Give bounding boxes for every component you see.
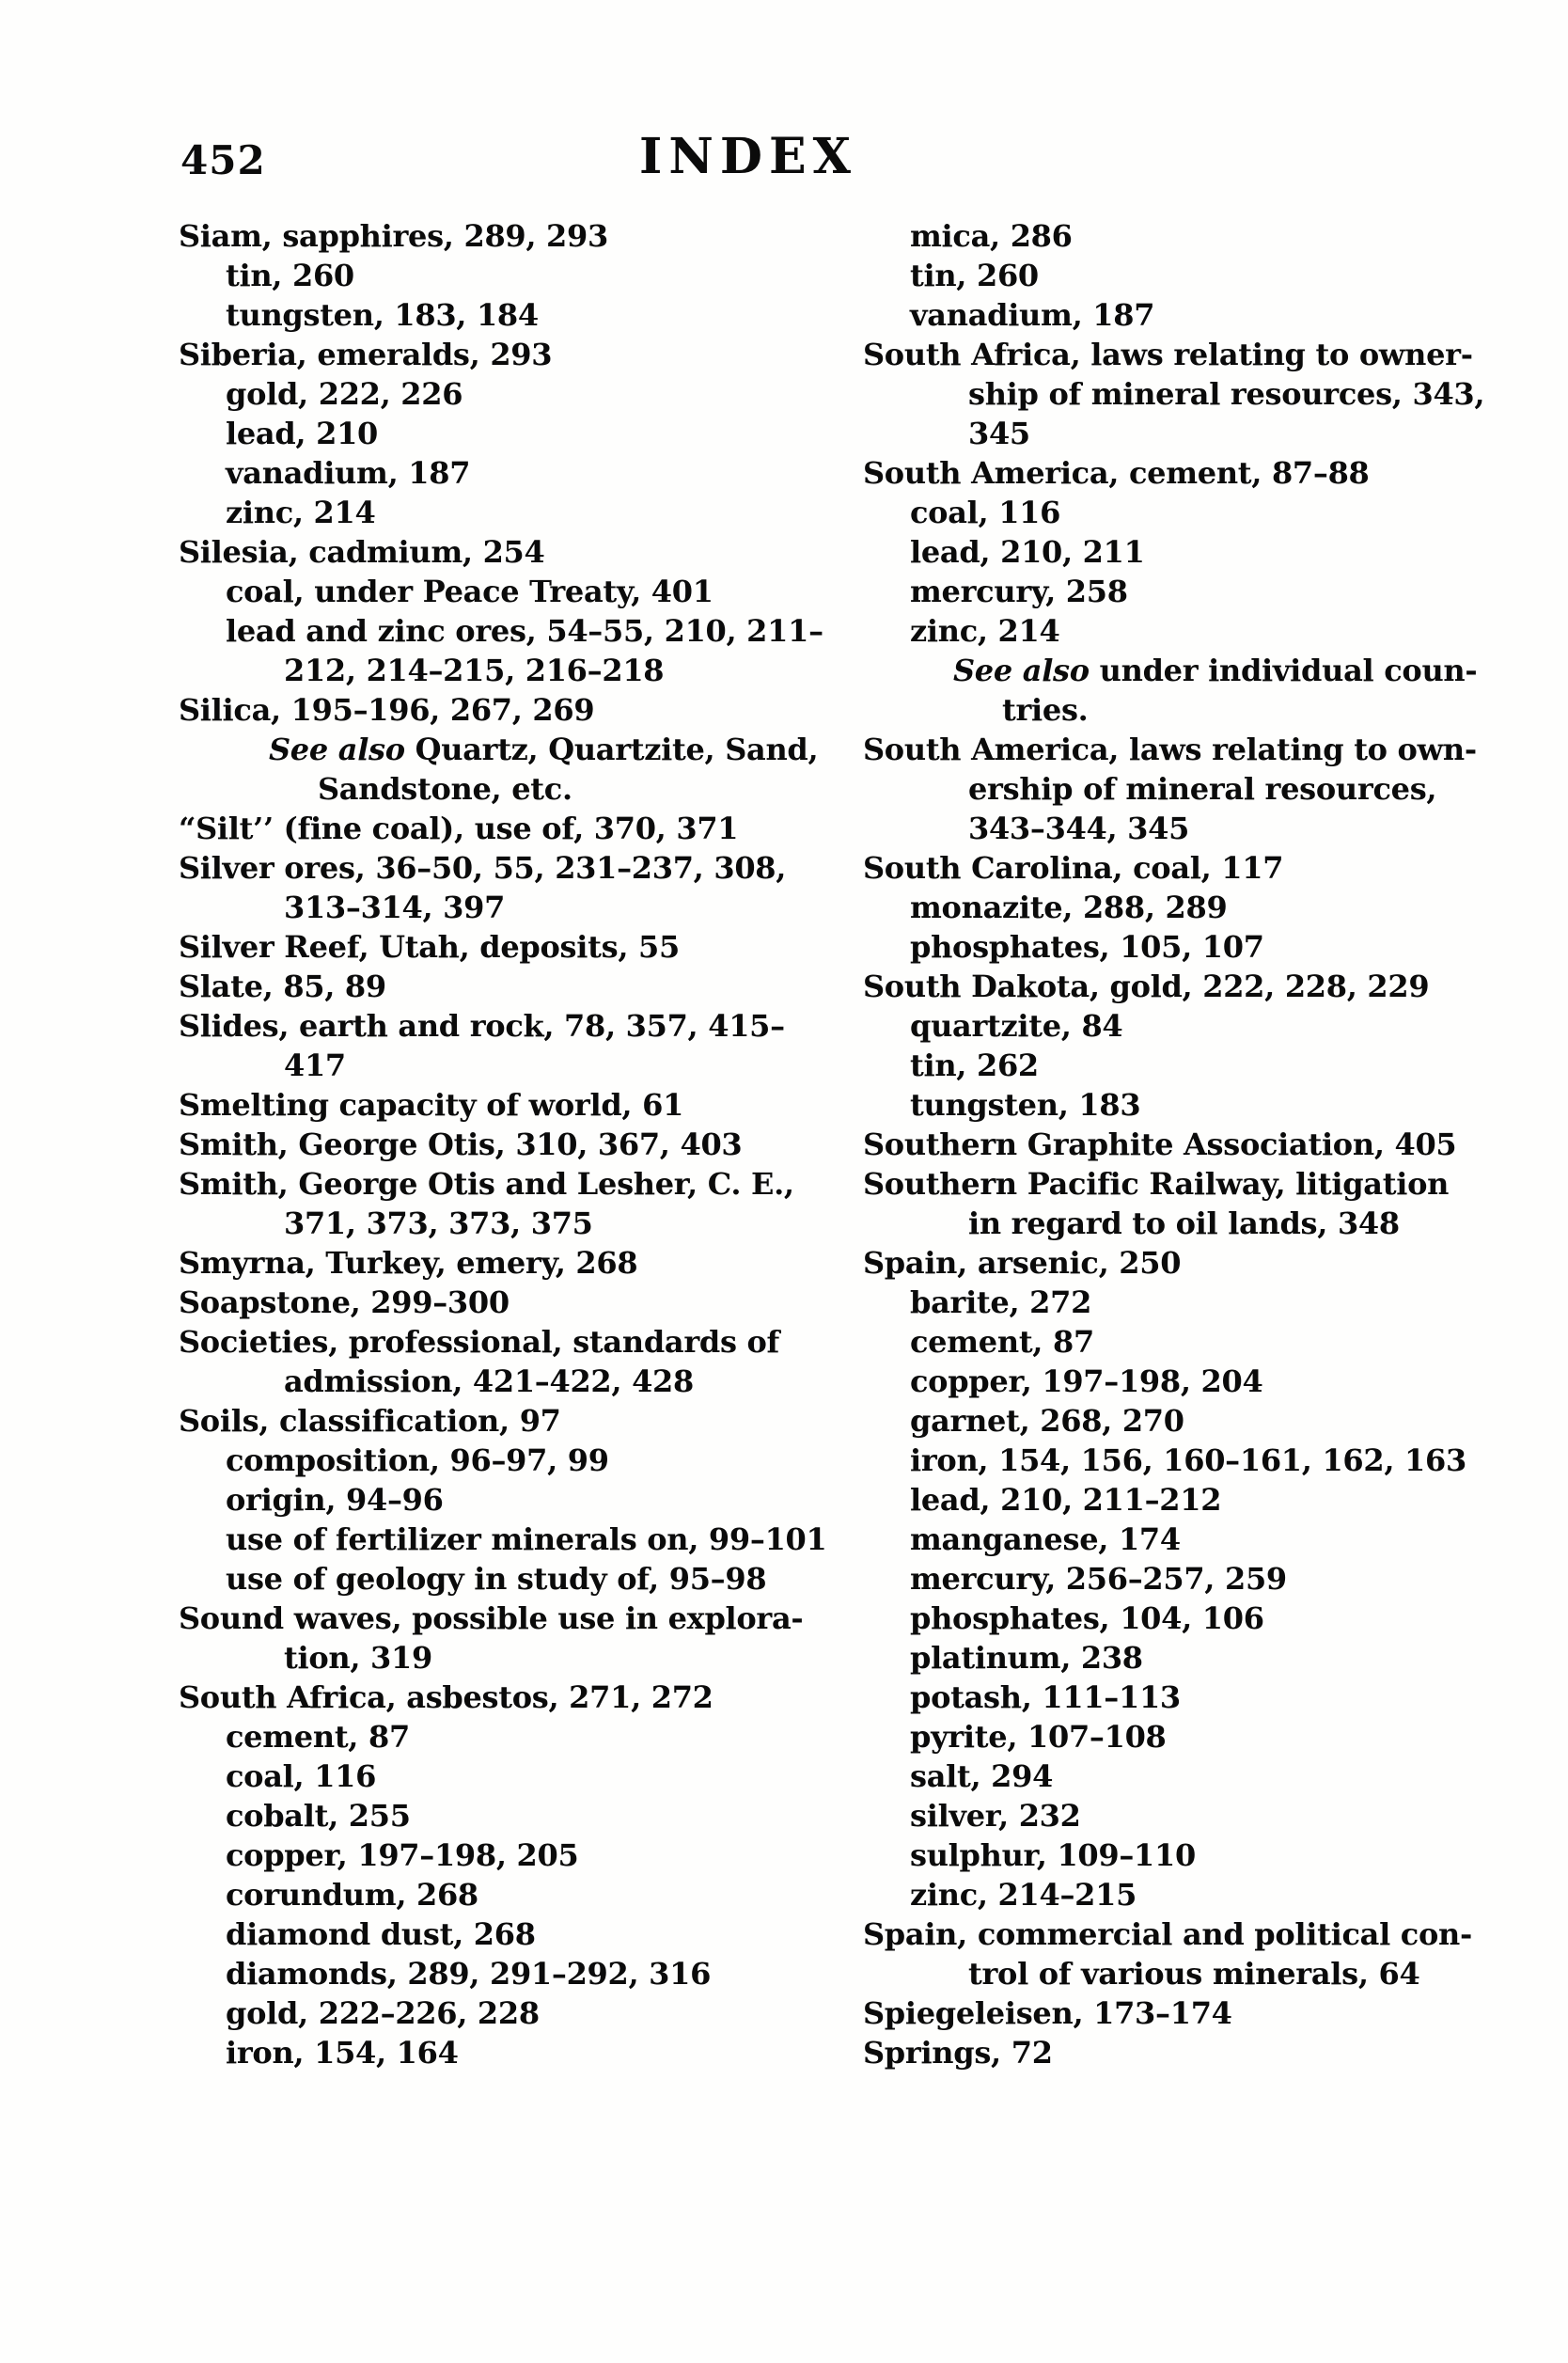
index-line: origin, 94–96 <box>226 1482 444 1518</box>
index-line: vanadium, 187 <box>226 455 471 491</box>
index-line: ship of mineral resources, 343, <box>968 376 1485 412</box>
index-line: copper, 197–198, 205 <box>226 1837 579 1873</box>
index-column-right <box>863 216 1485 2072</box>
index-line: 212, 214–215, 216–218 <box>284 653 665 688</box>
index-line: use of fertilizer minerals on, 99–101 <box>226 1521 827 1557</box>
index-line: potash, 111–113 <box>910 1679 1181 1715</box>
index-line: See also under individual coun- <box>953 653 1478 688</box>
index-line: ership of mineral resources, <box>968 771 1437 807</box>
index-line: South America, laws relating to own- <box>863 732 1477 767</box>
index-line: Smith, George Otis and Lesher, C. E., <box>179 1166 794 1202</box>
index-line: salt, 294 <box>910 1758 1054 1794</box>
index-line: zinc, 214 <box>910 613 1060 649</box>
index-line: Spain, arsenic, 250 <box>863 1245 1182 1281</box>
index-line: 417 <box>284 1048 346 1083</box>
index-line: coal, 116 <box>226 1758 377 1794</box>
index-line: Soils, classification, 97 <box>179 1403 561 1439</box>
index-line: 343–344, 345 <box>968 811 1190 846</box>
index-line: iron, 154, 156, 160–161, 162, 163 <box>910 1442 1466 1478</box>
index-line: in regard to oil lands, 348 <box>968 1205 1400 1241</box>
index-line: zinc, 214 <box>226 495 376 530</box>
index-line: Silesia, cadmium, 254 <box>179 534 545 570</box>
index-line: See also Quartz, Quartzite, Sand, <box>269 732 819 767</box>
index-line: mercury, 256–257, 259 <box>910 1561 1287 1597</box>
index-line: lead, 210, 211 <box>910 534 1145 570</box>
index-line: 313–314, 397 <box>284 890 506 925</box>
index-line: corundum, 268 <box>226 1877 478 1913</box>
index-line: mica, 286 <box>910 218 1073 254</box>
index-line: Siberia, emeralds, 293 <box>179 337 553 372</box>
index-line: tion, 319 <box>284 1640 432 1676</box>
index-line: composition, 96–97, 99 <box>226 1442 609 1478</box>
index-line: cement, 87 <box>226 1719 410 1755</box>
index-line: gold, 222–226, 228 <box>226 1995 540 2031</box>
index-line: coal, under Peace Treaty, 401 <box>226 574 713 609</box>
index-line: Silica, 195–196, 267, 269 <box>179 692 595 728</box>
index-line: Smelting capacity of world, 61 <box>179 1087 684 1123</box>
index-line: Springs, 72 <box>863 2035 1053 2071</box>
index-line: lead and zinc ores, 54–55, 210, 211– <box>226 613 823 649</box>
page-header <box>179 0 1318 188</box>
index-line: Silver ores, 36–50, 55, 231–237, 308, <box>179 850 787 886</box>
index-line: phosphates, 105, 107 <box>910 929 1264 965</box>
index-line: vanadium, 187 <box>910 297 1155 333</box>
index-line: tries. <box>1002 692 1089 728</box>
index-line: tungsten, 183 <box>910 1087 1141 1123</box>
index-line: gold, 222, 226 <box>226 376 463 412</box>
page-title: INDEX <box>639 128 857 185</box>
index-line: admission, 421–422, 428 <box>284 1363 694 1399</box>
index-line: Southern Graphite Association, 405 <box>863 1126 1457 1162</box>
index-line: South Africa, asbestos, 271, 272 <box>179 1679 713 1715</box>
index-line: “Silt’’ (fine coal), use of, 370, 371 <box>179 811 739 846</box>
index-line: tin, 260 <box>910 258 1039 293</box>
index-line: lead, 210 <box>226 416 379 451</box>
index-line: Smith, George Otis, 310, 367, 403 <box>179 1126 743 1162</box>
index-line: Slate, 85, 89 <box>179 969 386 1004</box>
index-line: trol of various minerals, 64 <box>968 1956 1420 1992</box>
index-line: phosphates, 104, 106 <box>910 1600 1264 1636</box>
index-line: Spiegeleisen, 173–174 <box>863 1995 1232 2031</box>
see-also-label: See also <box>953 653 1090 688</box>
index-line: Smyrna, Turkey, emery, 268 <box>179 1245 638 1281</box>
index-line: cobalt, 255 <box>226 1798 411 1834</box>
index-line: lead, 210, 211–212 <box>910 1482 1222 1518</box>
index-line: diamonds, 289, 291–292, 316 <box>226 1956 712 1992</box>
index-line: sulphur, 109–110 <box>910 1837 1196 1873</box>
index-line: diamond dust, 268 <box>226 1916 536 1952</box>
index-line: Siam, sapphires, 289, 293 <box>179 218 608 254</box>
index-line: quartzite, 84 <box>910 1008 1123 1044</box>
index-line: Soapstone, 299–300 <box>179 1284 510 1320</box>
index-column-left <box>179 216 837 2072</box>
index-line: tungsten, 183, 184 <box>226 297 539 333</box>
index-line: use of geology in study of, 95–98 <box>226 1561 767 1597</box>
index-line: 371, 373, 373, 375 <box>284 1205 593 1241</box>
index-line: silver, 232 <box>910 1798 1081 1834</box>
index-line: manganese, 174 <box>910 1521 1181 1557</box>
see-also-label: See also <box>269 732 405 767</box>
index-line: Spain, commercial and political con- <box>863 1916 1472 1952</box>
index-line: monazite, 288, 289 <box>910 890 1228 925</box>
index-line: Silver Reef, Utah, deposits, 55 <box>179 929 680 965</box>
index-line: barite, 272 <box>910 1284 1092 1320</box>
index-line: Societies, professional, standards of <box>179 1324 780 1360</box>
page-number: 452 <box>180 137 266 183</box>
index-line: South Africa, laws relating to owner- <box>863 337 1473 372</box>
index-line: 345 <box>968 416 1030 451</box>
index-line: South Dakota, gold, 222, 228, 229 <box>863 969 1430 1004</box>
index-line: cement, 87 <box>910 1324 1094 1360</box>
index-line: tin, 262 <box>910 1048 1039 1083</box>
index-line: pyrite, 107–108 <box>910 1719 1167 1755</box>
index-line: South America, cement, 87–88 <box>863 455 1370 491</box>
index-line: Slides, earth and rock, 78, 357, 415– <box>179 1008 785 1044</box>
index-line: platinum, 238 <box>910 1640 1143 1676</box>
index-line: zinc, 214–215 <box>910 1877 1137 1913</box>
index-line: copper, 197–198, 204 <box>910 1363 1263 1399</box>
index-line: garnet, 268, 270 <box>910 1403 1184 1439</box>
index-line: Sound waves, possible use in explora- <box>179 1600 804 1636</box>
index-line: Southern Pacific Railway, litigation <box>863 1166 1450 1202</box>
index-line: South Carolina, coal, 117 <box>863 850 1284 886</box>
index-line: Sandstone, etc. <box>318 771 572 807</box>
index-line: iron, 154, 164 <box>226 2035 459 2071</box>
index-line: tin, 260 <box>226 258 354 293</box>
index-line: mercury, 258 <box>910 574 1128 609</box>
index-line: coal, 116 <box>910 495 1061 530</box>
